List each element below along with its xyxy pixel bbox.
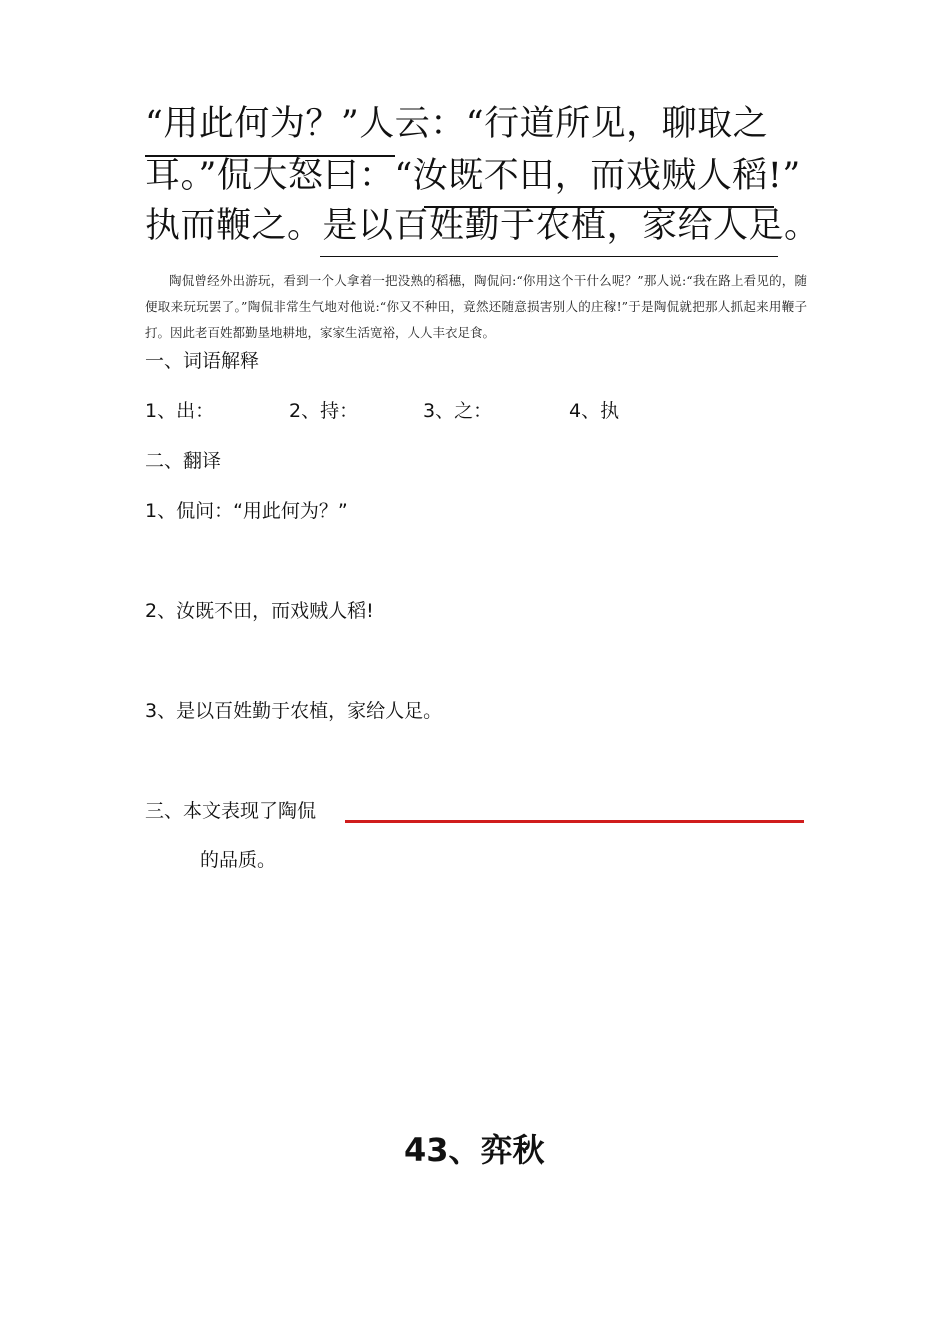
term-3: 3、之： xyxy=(423,400,493,422)
section-3-suffix: 的品质。 xyxy=(200,849,277,871)
translation-note: 陶侃曾经外出游玩，看到一个人拿着一把没熟的稻穗，陶侃问:“你用这个干什么呢？”那人说:“我在路上看见的，随便取来玩玩罢了。”陶侃非常生气地对他说:“你又不种田，竟然还随意损害别人的庄稼!”于是陶侃就把那人抓起来用鞭子打。因此老百姓都勤垦地耕地，家家生活宽裕，人人丰衣足食。 xyxy=(145,273,807,340)
underline-3 xyxy=(320,256,778,257)
passage-line-3: 执而鞭之。是以百姓勤于农植，家给人足。 xyxy=(145,206,820,246)
translate-item-2: 2、汝既不田，而戏贼人稻! xyxy=(145,600,374,622)
answer-blank[interactable] xyxy=(345,820,804,823)
term-2: 2、持： xyxy=(289,400,359,422)
passage-line-1: “用此何为？”人云：“行道所见，聊取之 xyxy=(145,104,769,144)
term-1: 1、出： xyxy=(145,400,215,422)
translate-item-3: 3、是以百姓勤于农植，家给人足。 xyxy=(145,700,443,722)
next-lesson-title: 43、弈秋 xyxy=(404,1131,545,1169)
translate-item-1: 1、侃问：“用此何为？” xyxy=(145,500,348,522)
term-4: 4、执 xyxy=(569,400,620,422)
section-2-heading: 二、翻译 xyxy=(145,450,222,472)
section-1-heading: 一、词语解释 xyxy=(145,350,260,372)
section-3-prompt: 三、本文表现了陶侃 xyxy=(145,800,317,822)
passage-line-2: 耳。”侃大怒曰：“汝既不田，而戏贼人稻!” xyxy=(145,156,801,196)
